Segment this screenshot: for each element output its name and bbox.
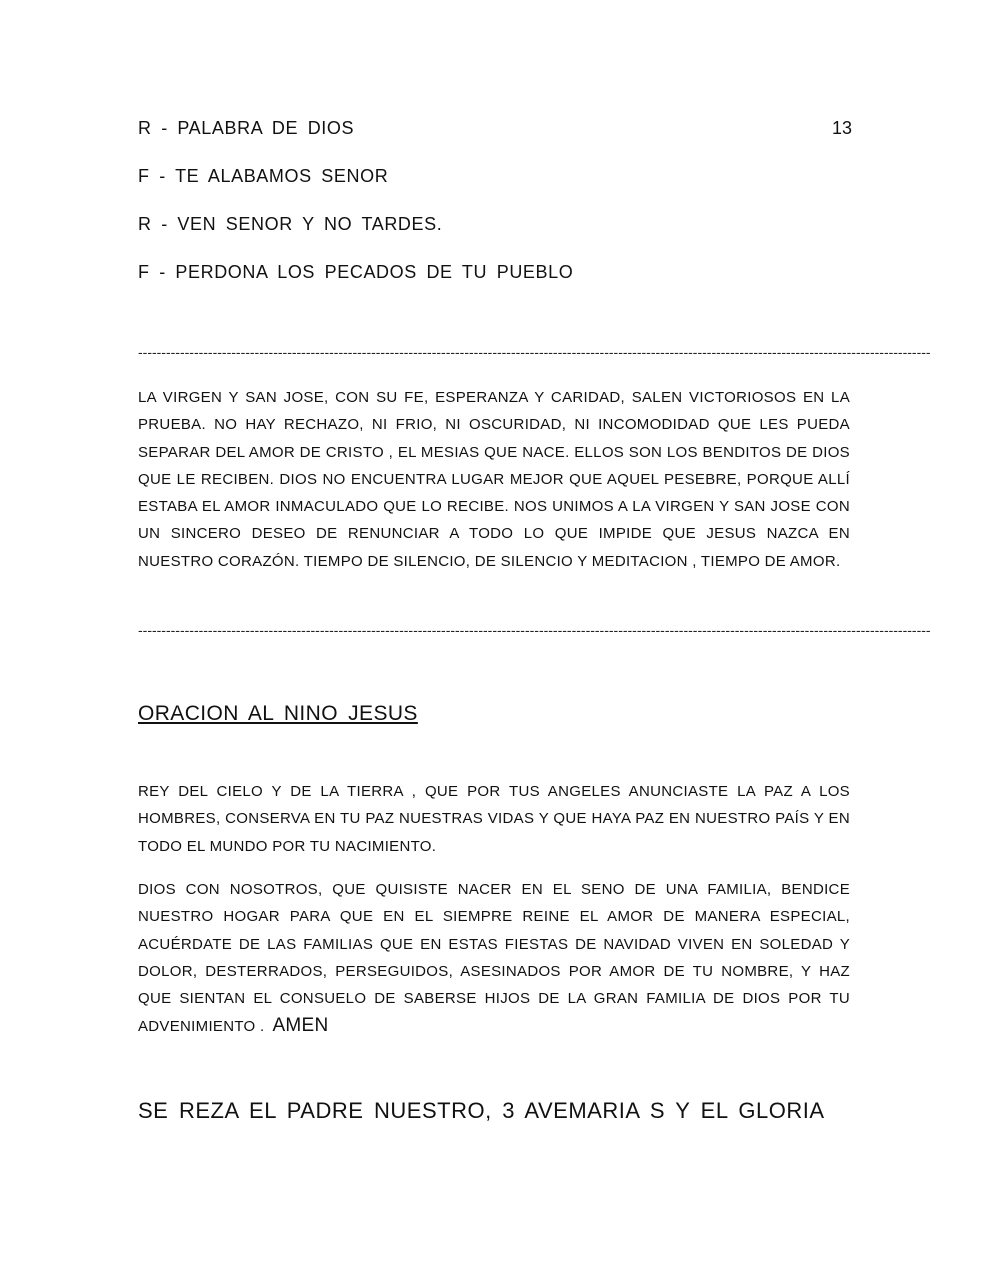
response-line-3: R - VEN SENOR Y NO TARDES. xyxy=(138,214,443,234)
prayer-paragraph-2 xyxy=(138,876,850,1041)
closing-instruction: SE REZA EL PADRE NUESTRO, 3 AVEMARIA S Y EL GLORIA xyxy=(138,1098,825,1123)
response-line-1: R - PALABRA DE DIOS xyxy=(138,118,355,138)
response-line-4: F - PERDONA LOS PECADOS DE TU PUEBLO xyxy=(138,262,574,282)
prayer-paragraph-2-text: DIOS CON NOSOTROS, QUE QUISISTE NACER EN EL SENO DE UNA FAMILIA, BENDICE NUESTRO HOGAR PARA QUE EN EL SIEMPRE REINE EL AMOR DE MANERA ESPECIAL, ACUÉRDATE DE LAS FAMILIAS QUE EN ESTAS FIESTAS DE NAVIDAD VIVEN EN SOLEDAD Y DOLOR, DESTERRADOS, PERSEGUIDOS, ASESINADOS POR AMOR DE TU NOMBRE, Y HAZ QUE SIENTAN EL CONSUELO DE SABERSE HIJOS DE LA GRAN FAMILIA DE DIOS POR TU ADVENIMIENTO . xyxy=(138,881,850,1036)
prayer-paragraph-1: REY DEL CIELO Y DE LA TIERRA , QUE POR TUS ANGELES ANUNCIASTE LA PAZ A LOS HOMBRES, CONSERVA EN TU PAZ NUESTRAS VIDAS Y QUE HAYA PAZ EN NUESTRO PAÍS Y EN TODO EL MUNDO POR TU NACIMIENTO. xyxy=(138,783,850,855)
divider-bottom: -------------------------------------------------------------------------------------------------------------------------------------------------------------------------- xyxy=(138,622,931,638)
amen-text: AMEN xyxy=(272,1015,329,1037)
divider-top: -------------------------------------------------------------------------------------------------------------------------------------------------------------------------- xyxy=(138,344,931,360)
page-number: 13 xyxy=(831,118,852,138)
reflection-paragraph: LA VIRGEN Y SAN JOSE, CON SU FE, ESPERANZA Y CARIDAD, SALEN VICTORIOSOS EN LA PRUEBA. NO HAY RECHAZO, NI FRIO, NI OSCURIDAD, NI INCOMODIDAD QUE LES PUEDA SEPARAR DEL AMOR DE CRISTO , EL MESIAS QUE NACE. ELLOS SON LOS BENDITOS DE DIOS QUE LE RECIBEN. DIOS NO ENCUENTRA LUGAR MEJOR QUE AQUEL PESEBRE, PORQUE ALLÍ ESTABA EL AMOR INMACULADO QUE LO RECIBE. NOS UNIMOS A LA VIRGEN Y SAN JOSE CON UN SINCERO DESEO DE RENUNCIAR A TODO LO QUE IMPIDE QUE JESUS NAZCA EN NUESTRO CORAZÓN. TIEMPO DE SILENCIO, DE SILENCIO Y MEDITACION , TIEMPO DE AMOR. xyxy=(138,389,850,570)
prayer-title: ORACION AL NINO JESUS xyxy=(138,702,418,725)
response-line-2: F - TE ALABAMOS SENOR xyxy=(138,166,389,186)
